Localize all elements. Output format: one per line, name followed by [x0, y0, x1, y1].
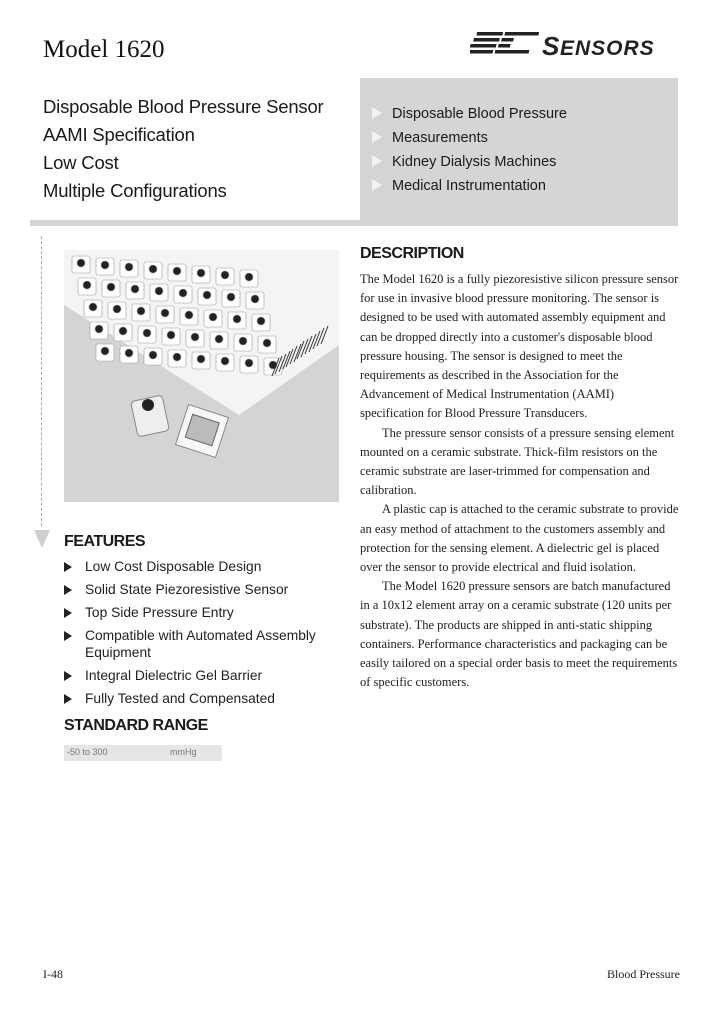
range-unit: mmHg — [170, 747, 197, 757]
arrow-down-icon — [34, 530, 50, 548]
feature-label: Compatible with Automated Assembly Equipment — [85, 628, 316, 660]
description-paragraph: The pressure sensor consists of a pressure sensing element mounted on a ceramic substrate. Thick-film resistors on the ceramic substrate are laser-trimmed for compensation and calibration. — [360, 425, 675, 498]
application-label: Measurements — [392, 130, 488, 146]
application-item — [372, 106, 567, 122]
brand-logo — [470, 28, 680, 62]
feature-label: Solid State Piezoresistive Sensor — [85, 582, 289, 597]
triangle-bullet-icon — [64, 694, 72, 704]
divider-dashed — [41, 236, 43, 526]
summary-line: AAMI Specification — [43, 124, 195, 145]
description-paragraph: The Model 1620 is a fully piezoresistive silicon pressure sensor for use in invasive blood pressure monitoring. The sensor is designed to be used with automated assembly equipment and can be dropped directly into a customer's disposable blood pressure housing. The sensor is designed to meet the requirements as described in the Association for the Advancement of Medical Instrumentation (AAMI) specification for Blood Pressure Transducers. — [360, 272, 679, 421]
description-paragraph: The Model 1620 pressure sensors are batch manufactured in a 10x12 element array on a ceramic substrate (120 units per substrate). The products are shipped in anti-static shipping containers. Performance characteristics and packaging can be easily tailored on a special order basis to meet the requirements of specific customers. — [360, 579, 678, 690]
description-paragraph: A plastic cap is attached to the ceramic substrate to provide an easy method of attachment to the customers assembly and protection for the sensing element. A dielectric gel is placed over the sensor to provide electrical and fluid isolation. — [360, 502, 679, 575]
triangle-bullet-icon — [372, 155, 382, 167]
feature-label: Top Side Pressure Entry — [85, 605, 234, 620]
summary-line: Low Cost — [43, 152, 119, 173]
feature-label: Integral Dielectric Gel Barrier — [85, 668, 263, 683]
features-heading: FEATURES — [64, 533, 146, 550]
footer-section: Blood Pressure — [607, 967, 680, 981]
range-value: -50 to 300 — [67, 747, 108, 757]
feature-label: Low Cost Disposable Design — [85, 559, 262, 574]
svg-text:ENSORS: ENSORS — [560, 37, 655, 60]
triangle-bullet-icon — [64, 608, 72, 618]
application-item — [372, 130, 488, 146]
triangle-bullet-icon — [372, 179, 382, 191]
feature-label: Fully Tested and Compensated — [85, 691, 275, 706]
triangle-bullet-icon — [372, 107, 382, 119]
svg-text:S: S — [542, 31, 560, 61]
triangle-bullet-icon — [64, 562, 72, 572]
description-body — [360, 270, 680, 692]
standard-range-heading: STANDARD RANGE — [64, 717, 208, 734]
summary-line: Multiple Configurations — [43, 180, 227, 201]
description-heading: DESCRIPTION — [360, 245, 464, 262]
product-photo — [64, 250, 339, 502]
triangle-bullet-icon — [64, 585, 72, 595]
application-item — [372, 154, 556, 170]
triangle-bullet-icon — [372, 131, 382, 143]
page-number: I-48 — [43, 967, 63, 981]
triangle-bullet-icon — [64, 631, 72, 641]
page-title: Model 1620 — [43, 36, 165, 63]
application-label: Medical Instrumentation — [392, 178, 546, 194]
summary-line: Disposable Blood Pressure Sensor — [43, 96, 324, 117]
application-item — [372, 178, 546, 194]
application-label: Disposable Blood Pressure — [392, 106, 567, 122]
application-label: Kidney Dialysis Machines — [392, 154, 557, 170]
triangle-bullet-icon — [64, 671, 72, 681]
